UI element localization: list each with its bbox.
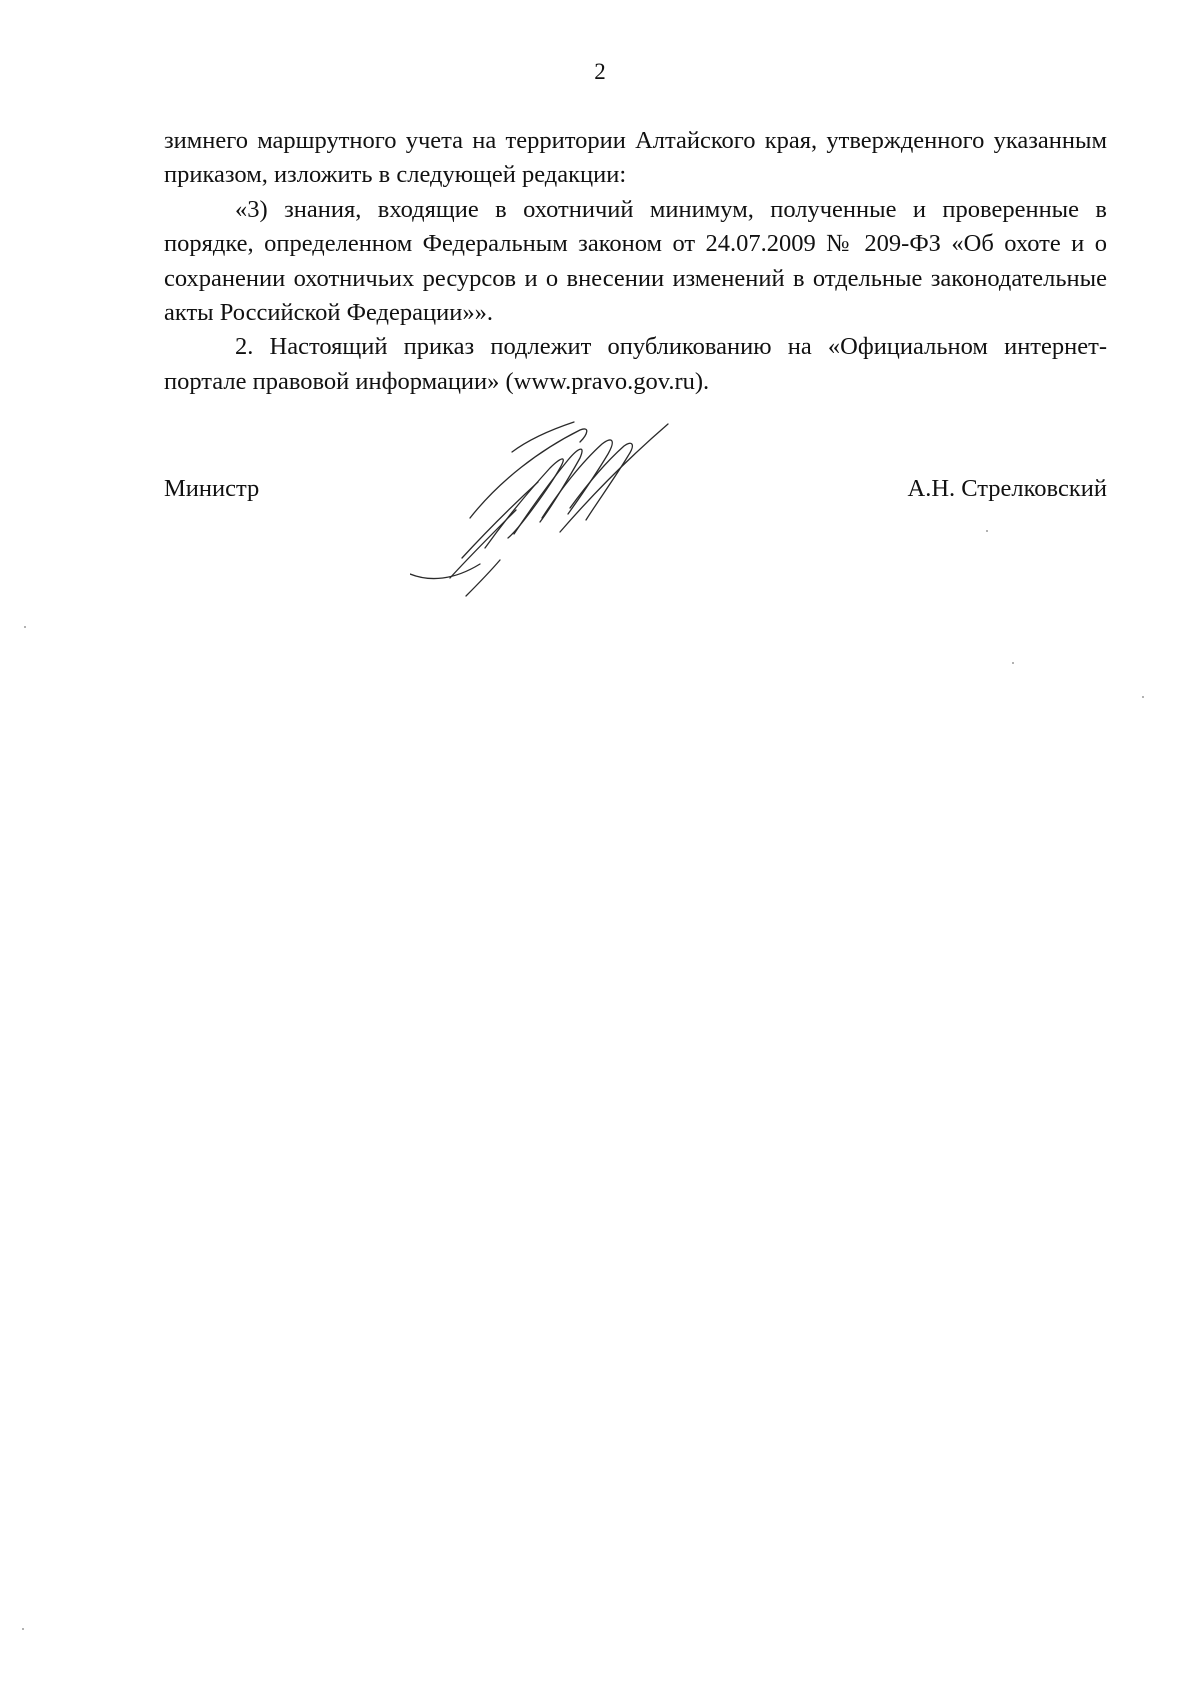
scan-speck xyxy=(22,1628,24,1630)
page-number: 2 xyxy=(594,59,606,84)
scan-speck xyxy=(1142,696,1144,698)
scan-speck xyxy=(24,626,26,628)
signatory-title: Министр xyxy=(164,475,260,502)
handwritten-signature xyxy=(410,410,740,600)
scan-speck xyxy=(986,530,988,532)
signatory-name: А.Н. Стрелковский xyxy=(907,475,1107,502)
scan-speck xyxy=(1012,662,1014,664)
paragraph-publication: 2. Настоящий приказ подлежит опубликованию на «Официальном интернет-портале правовой информации» (www.pravo.gov.ru). xyxy=(164,333,1107,395)
paragraph-item-3: «3) знания, входящие в охотничий минимум, полученные и проверенные в порядке, определенном Федеральным законом от 24.07.2009 № 209-ФЗ «Об охоте и о сохранении охотничьих ресурсов и о внесении изменений в отдельные законодательные акты Российской Федерации»». xyxy=(164,195,1107,327)
paragraph-continuation: зимнего маршрутного учета на территории Алтайского края, утвержденного указанным приказом, изложить в следующей редакции: xyxy=(164,127,1107,189)
document-body xyxy=(164,124,1107,399)
